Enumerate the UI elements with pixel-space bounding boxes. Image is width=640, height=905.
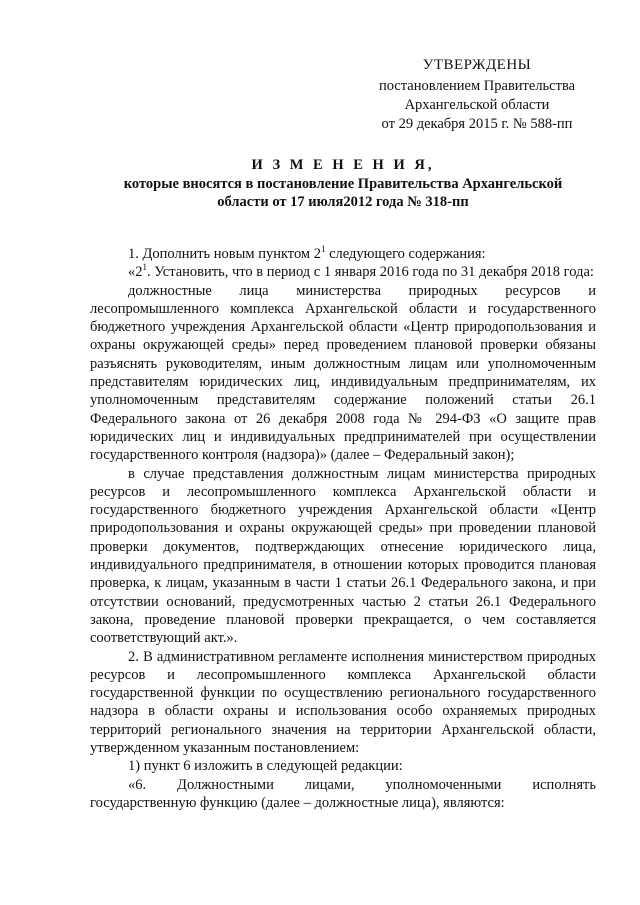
approval-line-1: постановлением Правительства bbox=[378, 78, 576, 94]
paragraph-5: 2. В административном регламенте исполнения министерством природных ресурсов и лесопромышленного комплекса Архангельской области государственной функции по осуществлению регионального государственного надзора в области охраны и использования особо охраняемых природных территорий регионального значения на территории Архангельской области, утвержденном указанным постановлением: bbox=[90, 648, 596, 757]
approval-heading: УТВЕРЖДЕНЫ bbox=[422, 57, 532, 73]
document-title bbox=[100, 156, 586, 212]
paragraph-1-text: 1. Дополнить новым пунктом 2 bbox=[128, 246, 321, 262]
title-subtitle-line-1: которые вносятся в постановление Правительства Архангельской bbox=[123, 175, 563, 192]
paragraph-1 bbox=[90, 245, 596, 263]
paragraph-2-text-end: . Установить, что в период с 1 января 2016 года по 31 декабря 2018 года: bbox=[147, 264, 594, 281]
superscript: 1 bbox=[320, 244, 326, 254]
paragraph-1-text-end: следующего содержания: bbox=[325, 246, 486, 262]
paragraph-7: «6. Должностными лицами, уполномоченными исполнять государственную функцию (далее – должностные лица), являются: bbox=[90, 776, 596, 811]
title-heading: И З М Е Н Е Н И Я, bbox=[251, 157, 435, 173]
paragraph-2-text: «2 bbox=[128, 264, 143, 281]
paragraph-6: 1) пункт 6 изложить в следующей редакции: bbox=[128, 758, 403, 775]
superscript: 1 bbox=[142, 262, 147, 273]
title-subtitle-line-2: области от 17 июля2012 года № 318-пп bbox=[217, 194, 469, 210]
paragraph-4: в случае представления должностным лицам министерства природных ресурсов и лесопромышленного комплекса Архангельской области и государственного бюджетного учреждения Архангельской области «Центр природопользования и охраны окружающей среды» при проведении плановой проверки документов, подтверждающих отнесение юридического лица, индивидуального предпринимателя, в отношении которых проводится плановая проверка, к лицам, указанным в части 1 статьи 26.1 Федерального закона, и при отсутствии оснований, предусмотренных частью 2 статьи 26.1 Федерального закона, проведение плановой проверки прекращается, о чем составляется соответствующий акт.». bbox=[90, 465, 596, 647]
paragraph-2 bbox=[90, 263, 596, 281]
approval-line-3: от 29 декабря 2015 г. № 588-пп bbox=[381, 116, 573, 132]
approval-stamp bbox=[362, 56, 592, 134]
approval-line-2: Архангельской области bbox=[404, 97, 550, 113]
paragraph-3: должностные лица министерства природных ресурсов и лесопромышленного комплекса Архангельской области и государственного бюджетного учреждения Архангельской области «Центр природопользования и охраны окружающей среды» перед проведением плановой проверки обязаны разъяснять руководителям, иным должностным лицам или уполномоченным представителям юридических лиц, индивидуальным предпринимателям, их уполномоченным представителям содержание положений статьи 26.1 Федерального закона от 26 декабря 2008 года № 294-ФЗ «О защите прав юридических лиц и индивидуальных предпринимателей при осуществлении государственного контроля (надзора)» (далее – Федеральный закон); bbox=[90, 282, 596, 464]
document-body bbox=[90, 245, 596, 812]
